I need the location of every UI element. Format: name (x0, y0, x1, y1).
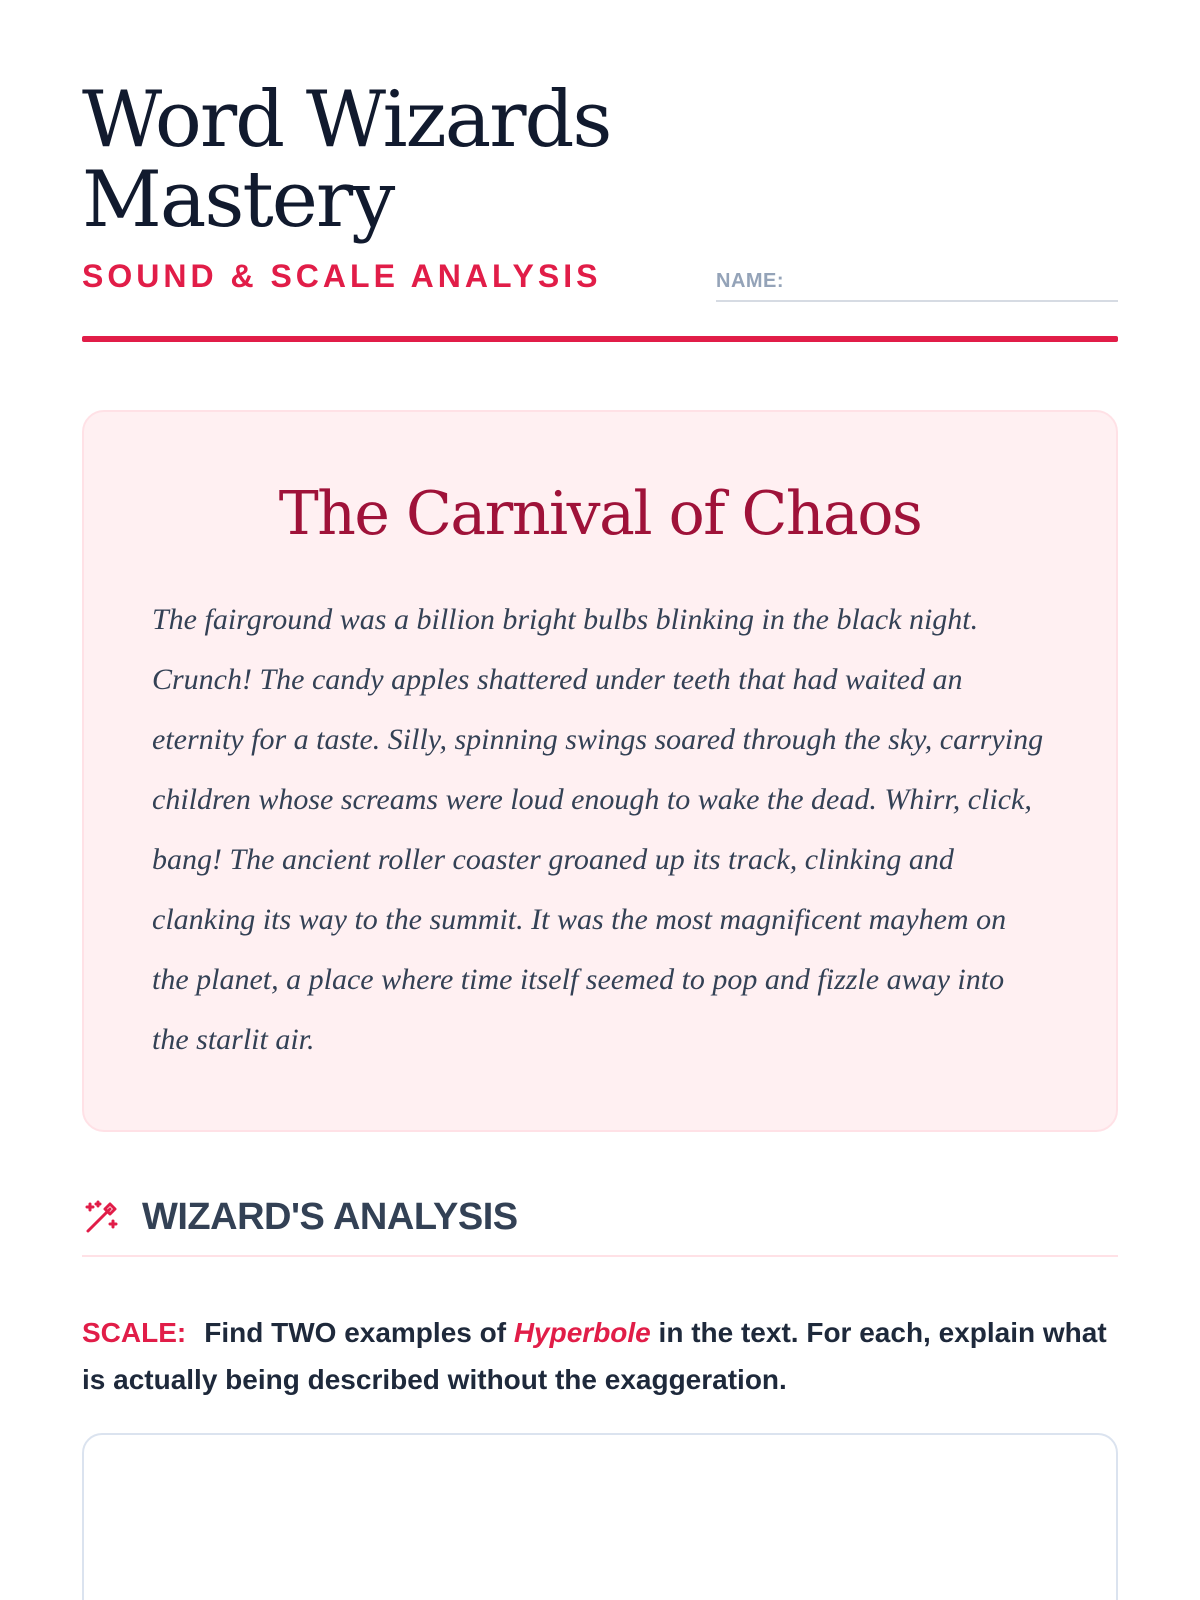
question-text-after: in the text. For each, explain what is actually being described without the exaggeration. (82, 1317, 1107, 1395)
name-input[interactable] (792, 265, 1118, 297)
story-card (82, 410, 1118, 1132)
magic-wand-icon (82, 1199, 120, 1237)
title-line-2: Mastery (82, 155, 394, 245)
header-divider (82, 336, 1118, 342)
answer-box[interactable] (82, 1433, 1118, 1600)
name-label: NAME: (716, 269, 785, 292)
title-line-1: Word Wizards (82, 75, 611, 165)
subtitle-row (82, 256, 1118, 296)
question-term: Hyperbole (513, 1317, 651, 1348)
question-text-before: Find TWO examples of (204, 1317, 514, 1348)
story-title: The Carnival of Chaos (278, 479, 922, 549)
worksheet-header (82, 0, 1118, 342)
worksheet-subtitle: SOUND & SCALE ANALYSIS (82, 258, 602, 294)
analysis-section-header (82, 1196, 1118, 1257)
story-text: The fairground was a billion bright bulbs blinking in the black night. Crunch! The candy apples shattered under teeth that had waited an eternity for a taste. Silly, spinning swings soared through the sky, carrying children whose screams were loud enough to wake the dead. Whirr, click, bang! The ancient roller coaster groaned up its track, clinking and clanking its way to the summit. It was the most magnificent mayhem on the planet, a place where time itself seemed to pop and fizzle away into the starlit air. (152, 603, 1044, 1056)
question-tag: SCALE: (82, 1317, 187, 1348)
name-field[interactable] (716, 262, 1118, 302)
analysis-title: WIZARD'S ANALYSIS (142, 1196, 518, 1238)
scale-question (82, 1309, 1118, 1403)
worksheet-title (82, 75, 642, 245)
